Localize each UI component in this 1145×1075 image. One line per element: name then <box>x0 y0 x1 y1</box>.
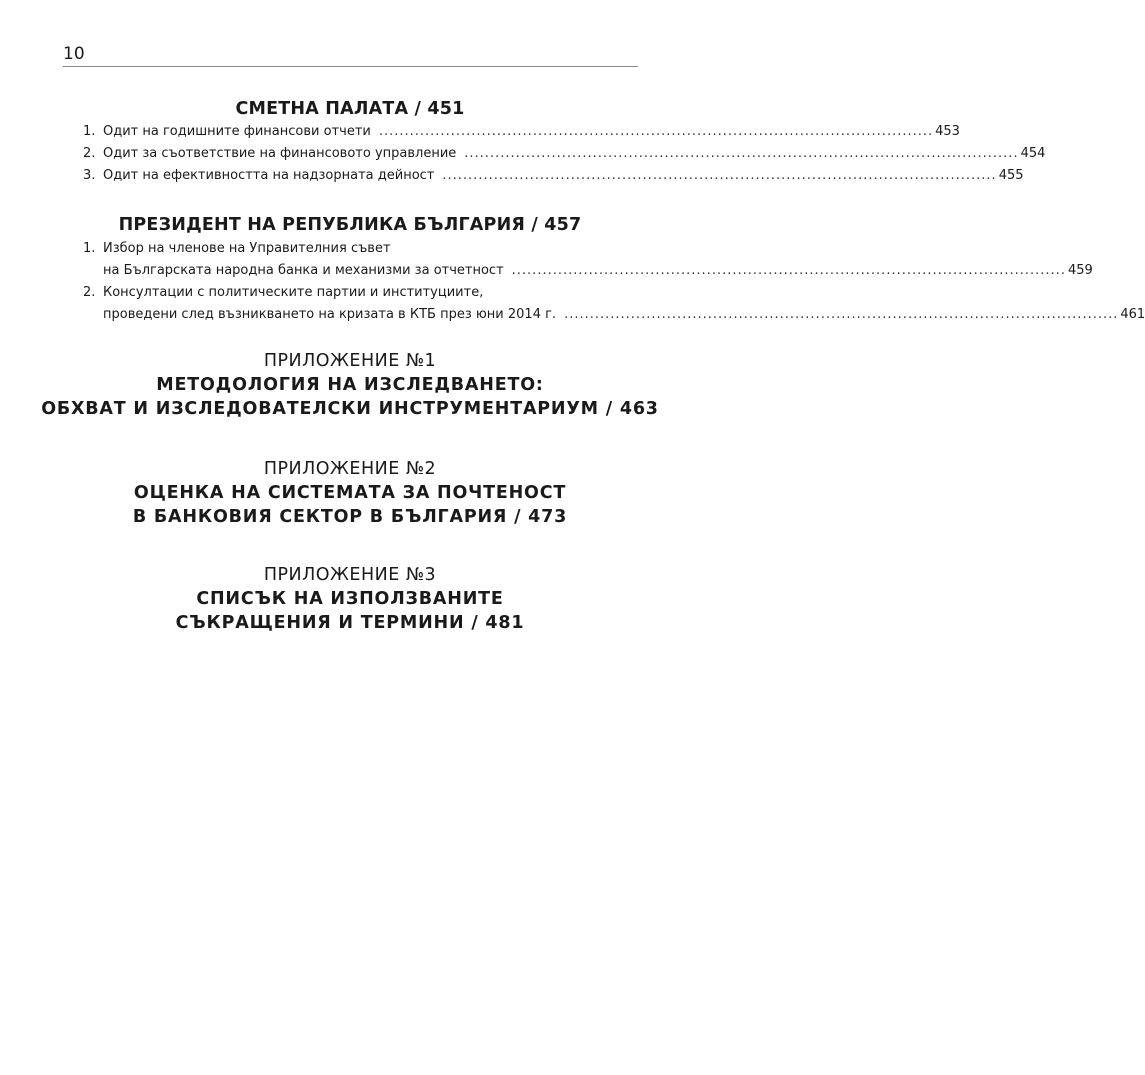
toc-item-line <box>83 304 1145 326</box>
toc-list-president <box>83 238 1145 326</box>
appendix-label: ПРИЛОЖЕНИЕ №1 <box>263 351 437 371</box>
toc-item[interactable] <box>83 121 960 143</box>
header-rule <box>63 66 638 67</box>
toc-item-page: 454 <box>1020 146 1046 161</box>
appendix-title: СЪКРАЩЕНИЯ И ТЕРМИНИ / 481 <box>175 613 525 633</box>
toc-leader-dots: ............................................................................................................ <box>464 146 1019 161</box>
section-title-president: ПРЕЗИДЕНТ НА РЕПУБЛИКА БЪЛГАРИЯ / 457 <box>118 215 582 235</box>
toc-item-number: 2. <box>83 285 96 300</box>
toc-item-text: Одит на ефективността на надзорната дейност <box>103 168 435 183</box>
toc-item-text: Одит на годишните финансови отчети <box>103 124 371 139</box>
section-title-audit-office: СМЕТНА ПАЛАТА / 451 <box>235 99 465 119</box>
appendix-2[interactable] <box>0 457 700 529</box>
toc-leader-dots: ............................................................................................................ <box>511 263 1066 278</box>
toc-item[interactable] <box>83 165 1024 187</box>
toc-item[interactable] <box>83 238 1093 282</box>
appendix-1[interactable] <box>0 349 700 421</box>
toc-leader-dots: ............................................................................................................ <box>564 307 1119 322</box>
toc-item-text: Избор на членове на Управителния съвет <box>103 241 391 256</box>
toc-item[interactable] <box>83 143 1046 165</box>
toc-leader-dots: ............................................................................................................ <box>442 168 997 183</box>
toc-item-number: 3. <box>83 168 96 183</box>
toc-item-number: 2. <box>83 146 96 161</box>
toc-item-line <box>83 282 608 304</box>
toc-item-text: Консултации с политическите партии и институциите, <box>103 285 484 300</box>
toc-item-line <box>83 238 608 260</box>
toc-item-page: 461 <box>1120 307 1145 322</box>
appendix-label: ПРИЛОЖЕНИЕ №2 <box>263 459 437 479</box>
appendix-title: ОЦЕНКА НА СИСТЕМАТА ЗА ПОЧТЕНОСТ <box>133 483 567 503</box>
toc-leader-dots: ............................................................................................................ <box>378 124 934 139</box>
appendix-title: МЕТОДОЛОГИЯ НА ИЗСЛЕДВАНЕТО: <box>156 375 544 395</box>
toc-item-number: 1. <box>83 241 96 256</box>
appendix-title: В БАНКОВИЯ СЕКТОР В БЪЛГАРИЯ / 473 <box>132 507 568 527</box>
appendix-3[interactable] <box>0 563 700 635</box>
appendix-label: ПРИЛОЖЕНИЕ №3 <box>263 565 437 585</box>
toc-list-audit-office <box>83 121 1046 187</box>
appendix-title: ОБХВАТ И ИЗСЛЕДОВАТЕЛСКИ ИНСТРУМЕНТАРИУМ / 463 <box>41 399 659 419</box>
toc-item-text: проведени след възникването на кризата в КТБ през юни 2014 г. <box>103 307 557 322</box>
toc-item-text: на Българската народна банка и механизми за отчетност <box>103 263 504 278</box>
toc-item-number: 1. <box>83 124 96 139</box>
toc-item-page: 453 <box>935 124 960 139</box>
toc-item-text: Одит за съответствие на финансовото управление <box>103 146 457 161</box>
toc-item-page: 459 <box>1067 263 1093 278</box>
page-number: 10 <box>63 44 85 64</box>
toc-item[interactable] <box>83 282 1145 326</box>
toc-item-line <box>83 260 1093 282</box>
toc-item-page: 455 <box>998 168 1024 183</box>
appendix-title: СПИСЪК НА ИЗПОЛЗВАНИТЕ <box>196 589 504 609</box>
